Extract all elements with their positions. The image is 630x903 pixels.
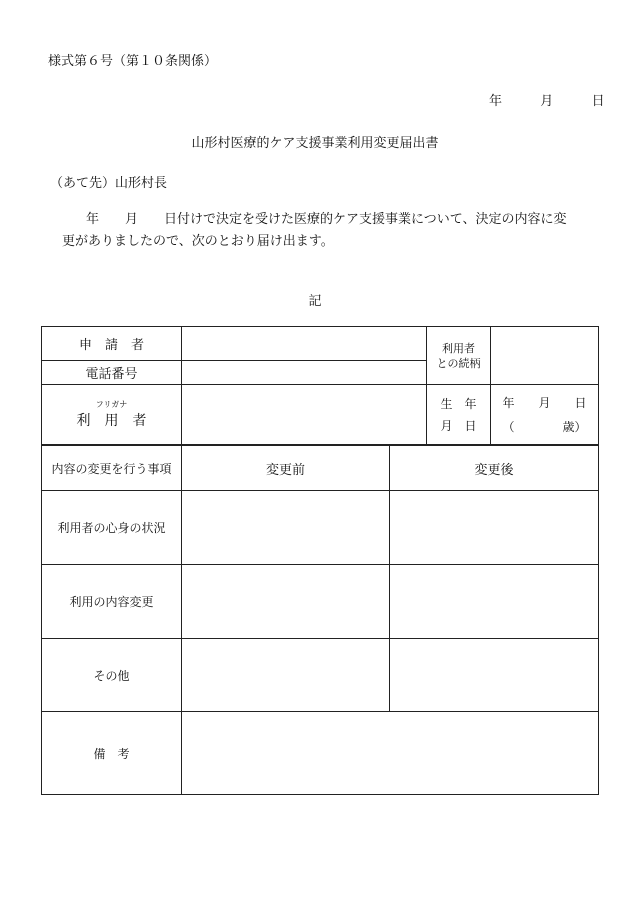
body-text	[62, 209, 587, 253]
row-usage-after[interactable]	[390, 565, 598, 638]
user-label-text: 利 用 者	[76, 412, 147, 429]
document-title: 山形村医療的ケア支援事業利用変更届出書	[191, 136, 439, 151]
row-condition-label: 利用者の心身の状況	[57, 521, 166, 535]
birth-date-label	[427, 385, 490, 444]
relation-field[interactable]	[491, 327, 598, 384]
remarks-field[interactable]	[182, 712, 598, 794]
date-month: 月	[540, 94, 554, 109]
row-usage-before[interactable]	[182, 565, 389, 638]
row-condition-before[interactable]	[182, 491, 389, 564]
user-label	[42, 385, 181, 444]
body-line-1: 年 月 日付けで決定を受けた医療的ケア支援事業について、決定の内容に変	[86, 212, 567, 227]
birth-label-line-2: 月 日	[440, 418, 477, 433]
table-border-right	[598, 326, 599, 795]
row-condition-after[interactable]	[390, 491, 598, 564]
addressee: （あて先）山形村長	[50, 176, 168, 191]
date-day: 日	[591, 94, 605, 109]
applicant-name-field[interactable]	[182, 327, 426, 360]
submission-date	[489, 90, 605, 109]
birth-label-line-1: 生 年	[440, 396, 477, 411]
before-header: 変更前	[265, 462, 305, 478]
user-name-field[interactable]	[182, 385, 426, 444]
relation-label-line-1: 利用者	[442, 341, 475, 355]
phone-field[interactable]	[182, 361, 426, 384]
applicant-label: 申 請 者	[78, 338, 144, 353]
birth-date-field[interactable]	[491, 385, 598, 444]
form-number: 様式第６号（第１０条関係）	[48, 54, 218, 69]
birth-date-value: 年 月 日	[502, 395, 587, 410]
date-year: 年	[489, 94, 503, 109]
after-header: 変更後	[474, 462, 514, 478]
phone-label: 電話番号	[85, 367, 138, 382]
row-usage-label: 利用の内容変更	[69, 595, 154, 609]
row-other-label: その他	[93, 668, 130, 683]
change-items-header: 内容の変更を行う事項	[51, 461, 172, 476]
furigana-label: フリガナ	[95, 399, 128, 409]
table-border-bottom	[41, 794, 599, 795]
row-other-after[interactable]	[390, 639, 598, 711]
body-line-2: 更がありましたので、次のとおり届け出ます。	[62, 234, 334, 249]
remarks-label: 備 考	[93, 746, 130, 761]
record-mark: 記	[308, 294, 322, 309]
age-value: （ 歳）	[502, 419, 587, 434]
row-other-before[interactable]	[182, 639, 389, 711]
relation-label	[427, 327, 490, 384]
relation-label-line-2: との続柄	[436, 356, 481, 370]
